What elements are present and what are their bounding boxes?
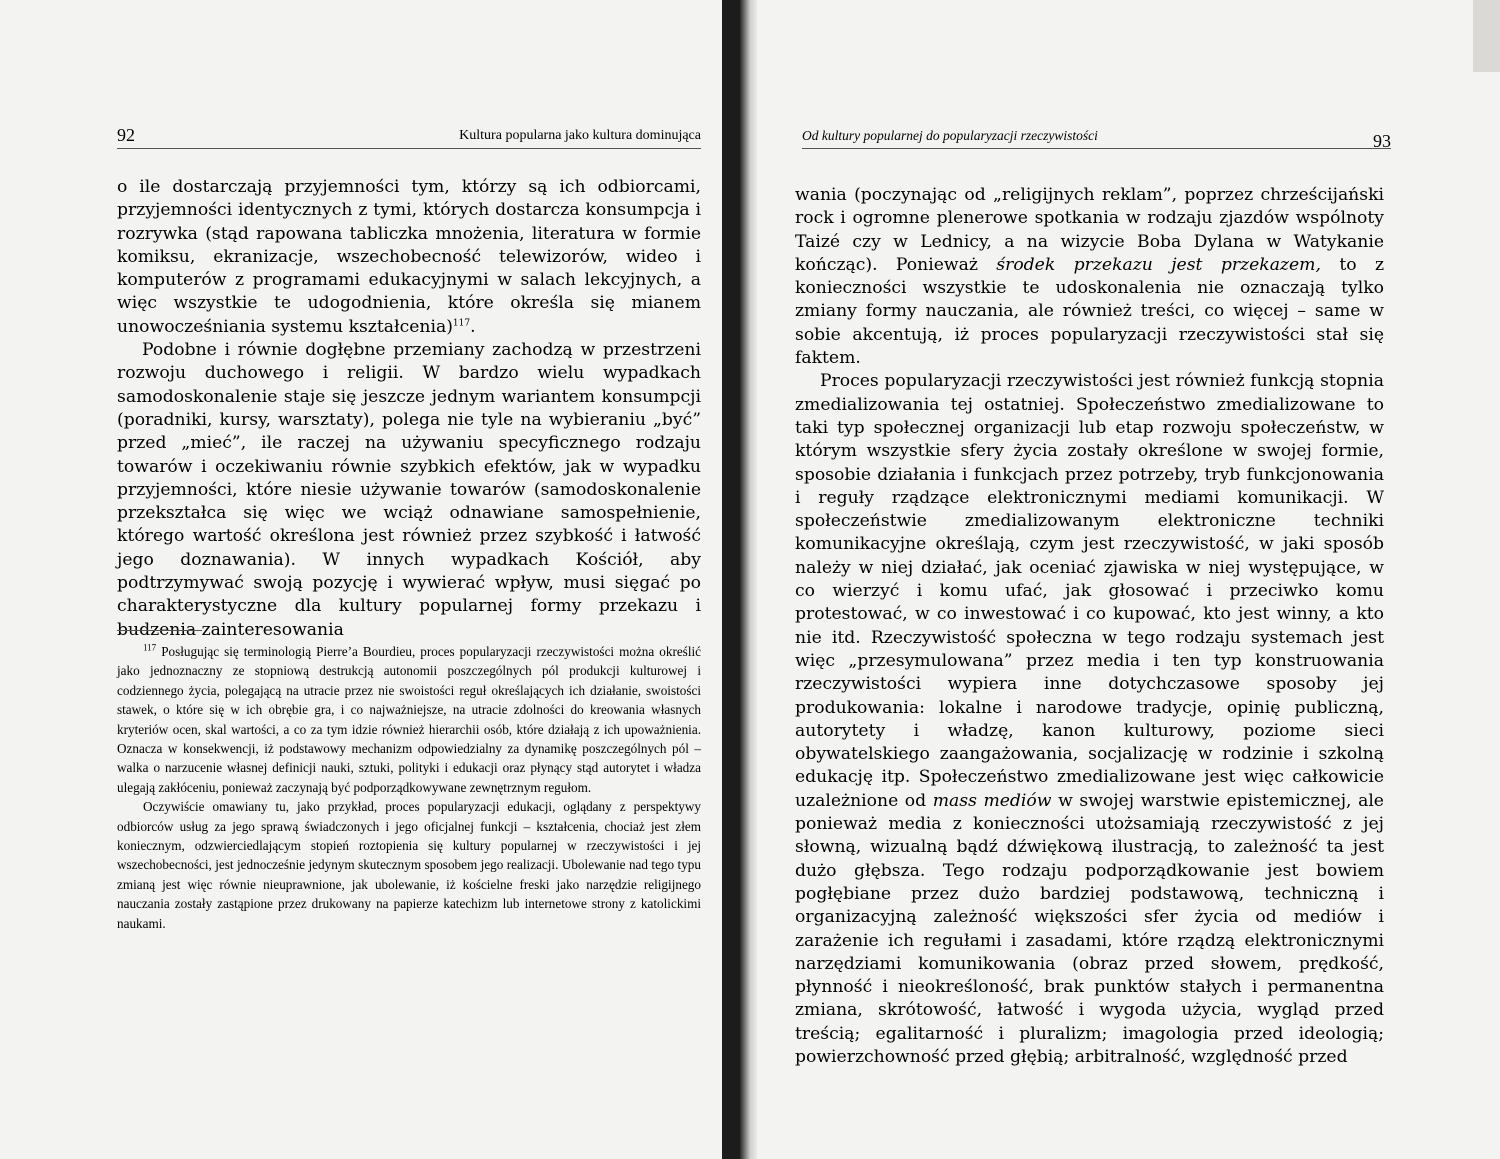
left-body-text xyxy=(117,176,701,642)
footnote-text: Posługując się terminologią Pierre’a Bourdieu, proces popularyzacji rzeczywistości można określić jako jednoznaczny ze stopniową destrukcją autonomii poszczególnych pól produkcji kulturowej i codziennego życia, polegającą na utracie przez nie swoistości reguł określających ich działanie, swoistości stawek, o które się w ich obrębie gra, i co najważniejsze, na utracie zdolności do kreowania własnych kryteriów ocen, skal wartości, a co za tym idzie również hierarchii osób, które działają z ich upoważnienia. Oznacza w konsekwencji, iż podstawowy mechanizm odpowiedzialny za dynamikę poszczególnych pól – walka o narzucenie własnej definicji nauki, sztuki, polityki i edukacji oraz płynący stąd autorytet i władza ulegają zakłóceniu, ponieważ zaczynają być podporządkowywane zewnętrznym regułom. xyxy=(117,644,701,795)
footnote-continuation: Oczywiście omawiany tu, jako przykład, proces popularyzacji edukacji, oglądany z perspektywy odbiorców usług za jego sprawą świadczonych i jego oficjalnej funkcji – kształcenia, chociaż jest złem koniecznym, odzwierciedlającym stopień roztopienia się kultury popularnej w rzeczywistości i jej wszechobecności, jest jednocześnie jedynym skutecznym sposobem jego realizacji. Ubolewanie nad tego typu zmianą jest więc równie nieuprawnione, jak ubolewanie, iż kościelne freski jako narzędzie religijnego nauczania zostały zastąpione przez drukowany na papierze katechizm lub internetowe strony z katolickimi naukami. xyxy=(117,799,701,931)
paragraph xyxy=(795,184,1384,370)
footnote xyxy=(117,642,701,797)
page-number: 93 xyxy=(1373,131,1391,151)
running-title: Kultura popularna jako kultura dominująca xyxy=(459,128,701,143)
emphasis: mass mediów xyxy=(932,790,1052,811)
page-fold-shadow xyxy=(740,0,757,1159)
paragraph-tail: . xyxy=(470,316,476,337)
paragraph-text: to z konieczności wszystkie te udoskonalenia nie oznaczają tylko zmiany formy nauczania, ale również treści, co więcej – same w sobie akcentują, iż proces popularyzacji rzeczywistości stał się faktem. xyxy=(795,254,1384,369)
footnotes xyxy=(117,642,701,933)
left-page-header xyxy=(117,122,701,149)
right-body-text xyxy=(795,184,1384,1069)
paragraph-text: Proces popularyzacji rzeczywistości jest również funkcją stopnia zmedializowania tej ostatniej. Społeczeństwo zmedializowane to taki typ społecznej organizacji lub etap rozwoju społeczeństw, w którym wszystkie sfery życia zostały określone w swojej formie, sposobie działania i funkcjach przez potrzeby, tryb funkcjonowania i reguły rządzące elektronicznymi mediami komunikacji. W społeczeństwie zmedializowanym elektroniczne techniki komunikacyjne określają, czym jest rzeczywistość, w jaki sposób należy w niej działać, jak oceniać zjawiska w niej występujące, w co wierzyć i komu ufać, jak głosować i przeciwko komu protestować, w co inwestować i co kupować, kto jest winny, a kto nie itd. Rzeczywistość społeczna w tego rodzaju systemach jest więc „przesymulowana” przez media i ten typ konstruowania rzeczywistości wypiera inne dotychczasowe sposoby jej produkowania: lokalne i narodowe tradycje, opinię publiczną, autorytety i władzę, kanon kulturowy, poziome sieci obywatelskiego zaangażowania, socjalizację w rodzinie i szkolną edukację itp. Społeczeństwo zmedializowane jest więc całkowicie uzależnione od xyxy=(795,371,1384,811)
page-number: 92 xyxy=(117,125,135,145)
footnote-number: 117 xyxy=(143,642,157,653)
page-edge xyxy=(1473,0,1500,72)
running-title: Od kultury popularnej do popularyzacji rzeczywistości xyxy=(802,128,1098,143)
footnote-divider xyxy=(117,630,202,631)
footnote-ref: 117 xyxy=(452,318,471,329)
paragraph xyxy=(795,370,1384,1069)
paragraph-text: w swojej warstwie epistemicznej, ale ponieważ media z konieczności utożsamiają rzeczywistość z jej słowną, wizualną bądź dźwiękową ilustracją, to zależność ta jest dużo głębsza. Tego rodzaju podporządkowanie jest bowiem pogłębiane przez dużo bardziej podstawową, techniczną i organizacyjną zależność większości sfer życia od mediów i zarażenie ich regułami i zasadami, które rządzą elektronicznymi narzędziami komunikowania (obraz przed słowem, prędkość, płynność i nieokreśloność, brak punktów stałych i permanentna zmiana, skrótowość, łatwość i wygoda użycia, wygląd przed treścią; egalitarność i pluralizm; imagologia przed ideologią; powierzchowność przed głębią; arbitralność, względność przed xyxy=(795,790,1384,1067)
emphasis: środek przekazu jest przekazem, xyxy=(996,254,1321,275)
paragraph-text: wania (poczynając od „religijnych reklam”, poprzez chrześcijański rock i ogromne plenerowe spotkania w rodzaju zjazdów wspólnoty Taizé czy w Lednicy, a na wizycie Boba Dylana w Watykanie kończąc). Ponieważ xyxy=(795,185,1384,275)
right-page-header xyxy=(802,122,1391,149)
paragraph-text: o ile dostarczają przyjemności tym, którzy są ich odbiorcami, przyjemności identycznych z tymi, których dostarcza konsumpcja i rozrywka (stąd rapowana tabliczka mnożenia, literatura w formie komiksu, ekranizacje, wszechobecność telewizorów, wideo i komputerów z programami edukacyjnymi w salach lekcyjnych, a więc wszystkie te udogodnienia, które określa się mianem unowocześniania systemu kształcenia) xyxy=(117,177,701,337)
paragraph xyxy=(117,176,701,339)
paragraph: Podobne i równie dogłębne przemiany zachodzą w przestrzeni rozwoju duchowego i religii. W bardzo wielu wypadkach samodoskonalenie staje się jeszcze jednym wariantem konsumpcji (poradniki, kursy, warsztaty), polega nie tyle na wybieraniu „być” przed „mieć”, ile raczej na używaniu specyficznego rodzaju towarów i oczekiwaniu równie szybkich efektów, jak w wypadku przyjemności, które niesie używanie towarów (samodoskonalenie przekształca się więc we wciąż odnawiane samospełnienie, którego wartość określona jest również przez szybkość i łatwość jego doznawania). W innych wypadkach Kościół, aby podtrzymywać swoją pozycję i wywierać wpływ, musi sięgać po charakterystyczne dla kultury popularnej formy przekazu i budzenia zainteresowania xyxy=(117,340,701,640)
